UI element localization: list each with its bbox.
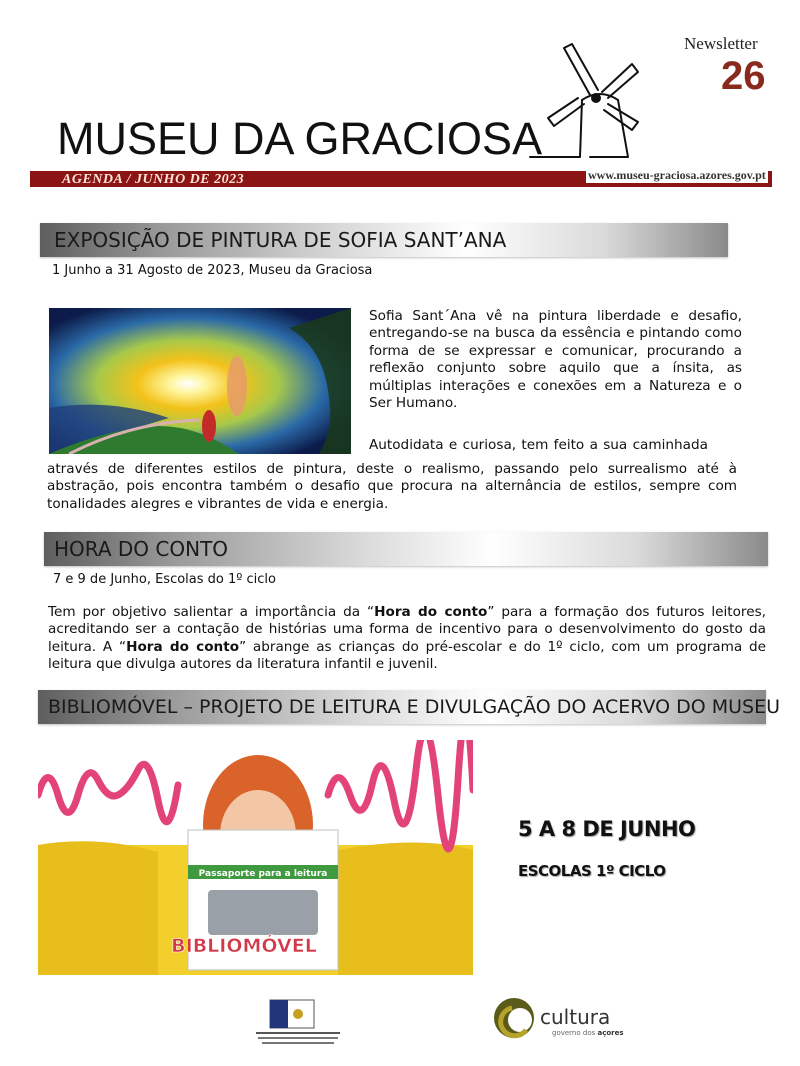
- newsletter-label: Newsletter: [684, 34, 758, 53]
- bookmobile-title: BIBLIOMÓVEL – PROJETO DE LEITURA E DIVULGAÇÃO DO ACERVO DO MUSEU: [48, 696, 781, 718]
- agenda-label: AGENDA / JUNHO DE 2023: [62, 172, 245, 187]
- exhibition-dates: 1 Junho a 31 Agosto de 2023, Museu da Graciosa: [52, 263, 373, 278]
- exhibition-title: EXPOSIÇÃO DE PINTURA DE SOFIA SANT’ANA: [54, 228, 507, 252]
- cultura-logo: [490, 996, 640, 1046]
- storytime-paragraph: Tem por objetivo salientar a importância da “Hora do conto” para a formação dos futuros leitores, acreditando ser a contação de histórias uma forma de incentivo para o desenvolvimento do gosto da leitura. A “Hora do conto” abrange as crianças do pré-escolar e do 1º ciclo, com um programa de leitura que divulga autores da literatura infantil e juvenil.: [48, 604, 766, 673]
- storytime-title: HORA DO CONTO: [54, 537, 229, 561]
- cultura-logo-subtext-strong: açores: [597, 1029, 624, 1037]
- image-banner-text: Passaporte para a leitura: [198, 869, 328, 879]
- issue-number: 26: [721, 54, 766, 98]
- svg-text:governo dos açores: [552, 1029, 624, 1037]
- image-bibliomovel-text: BIBLIOMÓVEL: [171, 935, 317, 957]
- exhibition-painting: [49, 308, 351, 454]
- storytime-section-header: [44, 532, 768, 566]
- cultura-logo-subtext-prefix: governo dos: [552, 1029, 596, 1037]
- exhibition-paragraph-1: Sofia Sant´Ana vê na pintura liberdade e desafio, entregando-se na busca da essência e pintando como forma de se expressar e comunicar, procurando a reflexão conjunto sobre aquilo que a ínsita, as múltiplas interações e conexões em a Natureza e o Ser Humano.: [369, 308, 742, 412]
- website-link[interactable]: www.museu-graciosa.azores.gov.pt: [588, 168, 766, 182]
- exhibition-paragraph-2-rest: através de diferentes estilos de pintura, deste o realismo, passando pelo surrealismo até à abstração, pois encontra também o desafio que procura na alternância de estilos, sempre com tonalidades alegres e vibrantes de vida e energia.: [47, 461, 737, 512]
- bookmobile-dates: 5 A 8 DE JUNHO: [518, 817, 696, 841]
- museum-title: MUSEU DA GRACIOSA: [57, 113, 543, 164]
- cultura-logo-text: cultura: [540, 1005, 611, 1029]
- storytime-dates: 7 e 9 de Junho, Escolas do 1º ciclo: [53, 572, 276, 587]
- bookmobile-section-header: [38, 690, 781, 724]
- bookmobile-image: [38, 740, 473, 975]
- exhibition-paragraph-2-start: Autodidata e curiosa, tem feito a sua caminhada: [369, 437, 708, 453]
- azores-government-logo: [248, 998, 348, 1048]
- bookmobile-schools: ESCOLAS 1º CICLO: [518, 862, 666, 880]
- exhibition-section-header: [40, 223, 728, 257]
